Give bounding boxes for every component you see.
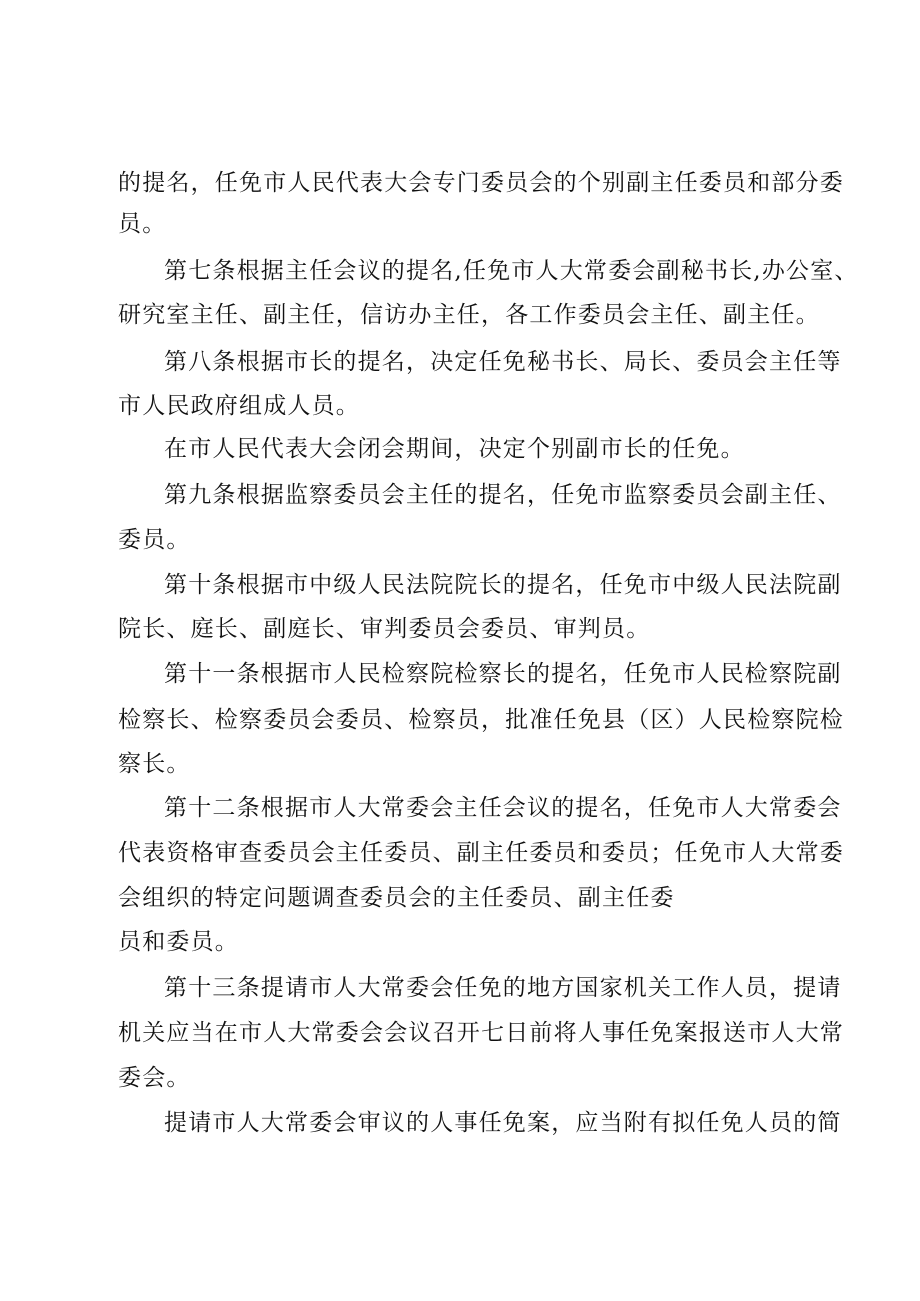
text-line: 第十一条根据市人民检察院检察长的提名，任免市人民检察院副: [164, 661, 842, 687]
text-line: 研究室主任、副主任，信访办主任，各工作委员会主任、副主任。: [118, 302, 820, 328]
text-line: 第八条根据市长的提名，决定任免秘书长、局长、委员会主任等: [164, 349, 842, 375]
text-line: 市人民政府组成人员。: [118, 393, 360, 419]
text-line: 第七条根据主任会议的提名,任免市人大常委会副秘书长,办公室、: [164, 258, 859, 284]
text-line: 的提名，任免市人民代表大会专门委员会的个别副主任委员和部分委: [118, 170, 844, 196]
text-line: 委会。: [118, 1065, 191, 1091]
text-line: 第十条根据市中级人民法院院长的提名，任免市中级人民法院副: [164, 572, 842, 598]
text-line: 检察长、检察委员会委员、检察员，批准任免县（区）人民检察院检: [118, 707, 844, 733]
text-line: 委员。: [118, 527, 191, 553]
text-line: 代表资格审查委员会主任委员、副主任委员和委员；任免市人大常委: [118, 840, 844, 866]
text-line: 第十二条根据市人大常委会主任会议的提名，任免市人大常委会: [164, 795, 842, 821]
text-line: 员和委员。: [118, 929, 239, 955]
text-line: 机关应当在市人大常委会会议召开七日前将人事任免案报送市人大常: [118, 1020, 844, 1046]
text-line: 员。: [118, 211, 167, 237]
text-line: 提请市人大常委会审议的人事任免案，应当附有拟任免人员的简: [164, 1110, 842, 1136]
text-line: 会组织的特定问题调查委员会的主任委员、副主任委: [118, 885, 675, 911]
text-line: 第十三条提请市人大常委会任免的地方国家机关工作人员，提请: [164, 975, 842, 1001]
text-line: 察长。: [118, 751, 191, 777]
text-line: 院长、庭长、副庭长、审判委员会委员、审判员。: [118, 616, 651, 642]
text-line: 在市人民代表大会闭会期间，决定个别副市长的任免。: [164, 436, 745, 462]
text-line: 第九条根据监察委员会主任的提名，任免市监察委员会副主任、: [164, 482, 842, 508]
